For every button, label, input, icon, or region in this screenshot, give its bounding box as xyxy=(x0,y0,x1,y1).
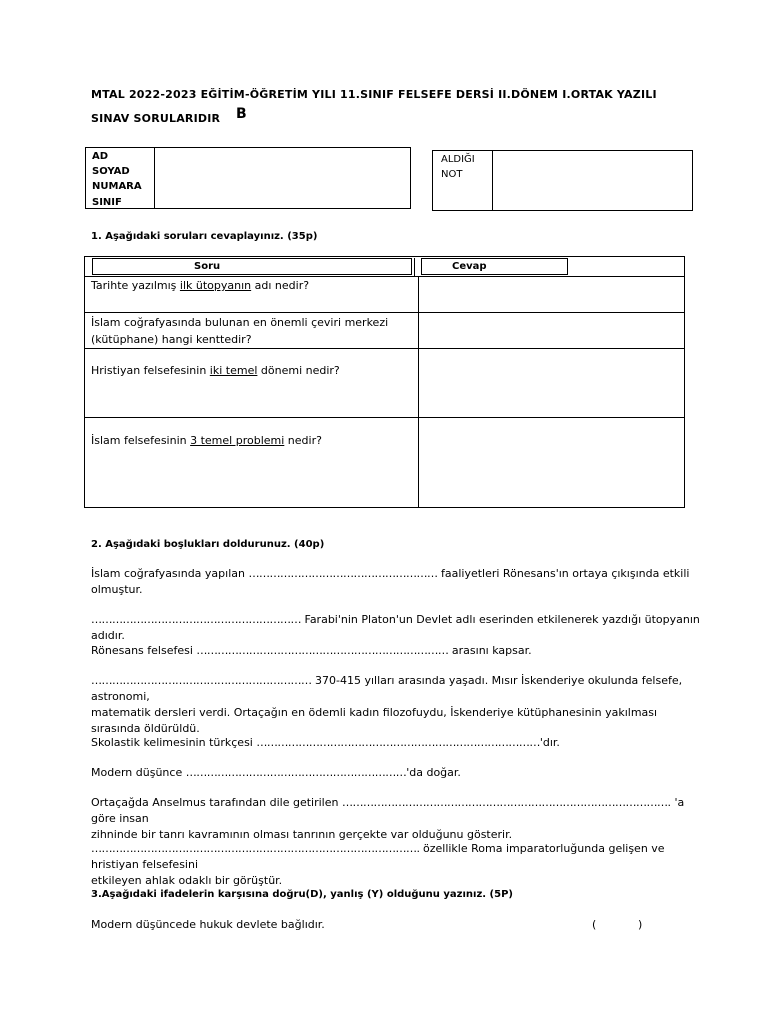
number-label: NUMARA xyxy=(92,181,142,193)
blank-field[interactable]: ……………………………………………………… xyxy=(91,674,312,687)
section2-heading: 2. Aşağıdaki boşlukları doldurunuz. (40p) xyxy=(91,539,325,550)
blank-field[interactable]: ……………………………………………………………………… xyxy=(256,736,540,749)
answer-paren-open: ( xyxy=(592,918,597,931)
true-false-answer-field[interactable] xyxy=(600,915,636,933)
answer-field-1[interactable] xyxy=(420,278,684,311)
exam-title: MTAL 2022-2023 EĞİTİM-ÖĞRETİM YILI 11.SINIF FELSEFE DERSİ II.DÖNEM I.ORTAK YAZILI xyxy=(91,88,657,101)
name-label: AD xyxy=(92,151,109,162)
blank-item-7: Ortaçağda Anselmus tarafından dile getirilen …………………………………………………………………………………. 'a göre insan zihninde bir tanrı kavramının olması tanrının gerçekte var olduğunu gösterir. xyxy=(91,796,685,841)
question-4: İslam felsefesinin 3 temel problemi nedir? xyxy=(91,434,322,447)
answer-field-2[interactable] xyxy=(420,314,684,347)
table-header-question xyxy=(92,258,412,275)
surname-label: SOYAD xyxy=(92,166,130,178)
blank-item-5: Skolastik kelimesinin türkçesi ………………………………………………………………………'dır. xyxy=(91,736,560,749)
col-answer-label: Cevap xyxy=(452,261,487,272)
section1-heading: 1. Aşağıdaki soruları cevaplayınız. (35p) xyxy=(91,231,318,242)
grade-label: ALDIĞI NOT xyxy=(441,154,475,180)
blank-field[interactable]: ……………………………………………… xyxy=(248,567,438,580)
blank-field[interactable]: ……………………………………………………… xyxy=(185,766,407,779)
class-label: SINIF xyxy=(92,196,122,208)
answer-field-3[interactable] xyxy=(420,350,684,416)
question-1: Tarihte yazılmış ilk ütopyanın adı nedir? xyxy=(91,279,310,292)
blank-item-2: …………………………………………………… Farabi'nin Platon'un Devlet adlı eserinden etkilenerek yazdığı ütopyanın adıdır. xyxy=(91,613,700,642)
true-false-item-1: Modern düşüncede hukuk devlete bağlıdır. xyxy=(91,918,325,931)
student-info-field[interactable] xyxy=(156,149,409,207)
blank-field[interactable]: ……………………………………………………………… xyxy=(196,644,449,657)
question-2: İslam coğrafyasında bulunan en önemli çeviri merkezi (kütüphane) hangi kenttedir? xyxy=(91,316,389,346)
blank-field[interactable]: …………………………………………………………………………………. xyxy=(91,842,420,855)
answer-paren-close: ) xyxy=(638,918,643,931)
grade-field[interactable] xyxy=(494,152,691,209)
blank-item-1: İslam coğrafyasında yapılan ……………………………………………… faaliyetleri Rönesans'ın ortaya çıkışında etkili olmuştur. xyxy=(91,567,690,596)
exam-variant: B xyxy=(236,106,247,122)
exam-title-line2: SINAV SORULARIDIR xyxy=(91,112,221,125)
table-header-answer xyxy=(421,258,568,275)
answer-field-4[interactable] xyxy=(420,419,684,507)
col-question-label: Soru xyxy=(194,261,221,272)
blank-field[interactable]: …………………………………………………… xyxy=(91,613,301,626)
blank-item-3: Rönesans felsefesi ……………………………………………………………… arasını kapsar. xyxy=(91,644,532,657)
student-info-labels xyxy=(92,149,142,210)
blank-field[interactable]: ………………………………………………………………………………… xyxy=(341,796,668,809)
blank-item-8: …………………………………………………………………………………. özellikle Roma imparatorluğunda gelişen ve hristiyan felsefesini etkileyen ahlak odaklı bir görüştür. xyxy=(91,842,665,887)
question-3: Hristiyan felsefesinin iki temel dönemi nedir? xyxy=(91,364,340,377)
section3-heading: 3.Aşağıdaki ifadelerin karşısına doğru(D), yanlış (Y) olduğunu yazınız. (5P) xyxy=(91,889,513,900)
blank-item-4: ……………………………………………………… 370-415 yılları arasında yaşadı. Mısır İskenderiye okulunda felsefe, astronomi, matematik dersleri verdi. Ortaçağın en ödemli kadın filozofuydu, İskenderiye kütüphanesinin yakılması sırasında öldürüldü. xyxy=(91,674,683,735)
blank-item-6: Modern düşünce ………………………………………………………'da doğar. xyxy=(91,766,461,779)
